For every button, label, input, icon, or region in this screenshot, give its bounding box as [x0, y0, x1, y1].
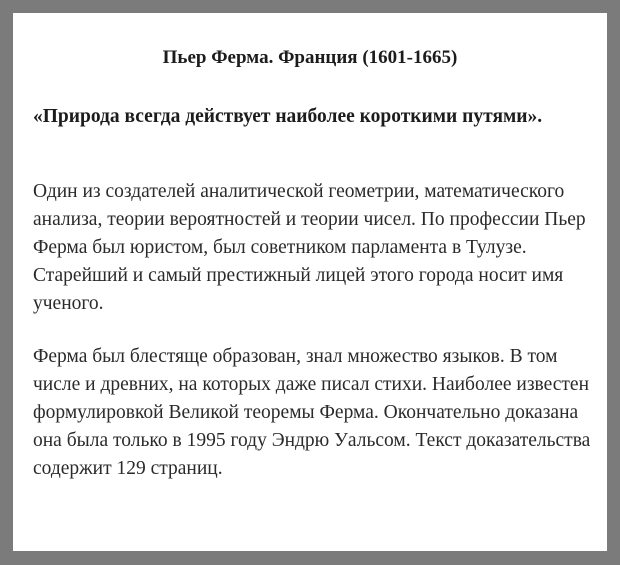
- paragraph-education: Ферма был блестяще образован, знал множество языков. В том числе и древних, на которых даже писал стихи. Наиболее известен формулировкой Великой теоремы Ферма. Окончательно доказана она была только в 1995 году Эндрю Уальсом. Текст доказательства содержит 129 страниц.: [33, 346, 591, 479]
- text-card: [13, 13, 607, 551]
- page-title: Пьер Ферма. Франция (1601-1665): [162, 47, 458, 68]
- quote-text: «Природа всегда действует наиболее короткими путями».: [33, 106, 543, 127]
- paragraph-biography: Один из создателей аналитической геометрии, математического анализа, теории вероятностей и теории чисел. По профессии Пьер Ферма был юристом, был советником парламента в Тулузе. Старейший и самый престижный лицей этого города носит имя ученого.: [33, 181, 586, 314]
